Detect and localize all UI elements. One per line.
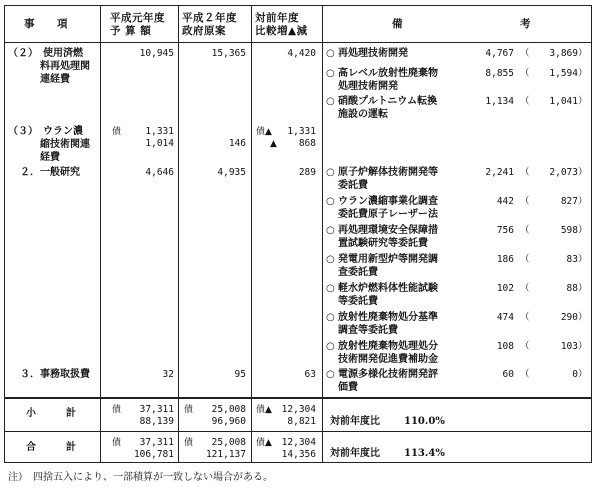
remark-item-prev: 0 bbox=[572, 369, 578, 380]
row2-h1: 10,945 bbox=[139, 48, 174, 59]
remark-item-close-paren: ） bbox=[578, 225, 588, 236]
remark-item-prev: 1,594 bbox=[549, 68, 578, 79]
remark-item-open-paren: （ bbox=[520, 254, 530, 265]
remark-item-prev: 83 bbox=[566, 254, 578, 265]
header-diff-line1: 対前年度 bbox=[255, 12, 299, 24]
remark-item-bullet: ○ bbox=[326, 254, 335, 265]
remark-item-text: 軽水炉燃料体性能試験 bbox=[338, 283, 438, 294]
remark-item-amount: 4,767 bbox=[485, 48, 514, 59]
header-diff-line2: 比較増▲減 bbox=[255, 25, 308, 37]
header-remarks-b: 考 bbox=[520, 18, 531, 30]
remark-item-close-paren: ） bbox=[578, 48, 588, 59]
remark-item-open-paren: （ bbox=[520, 68, 530, 79]
remark-item-text-2: 施設の運転 bbox=[338, 109, 388, 120]
remark-item-text-2: 査委託費 bbox=[338, 267, 378, 278]
subtotal-h2-b: 96,960 bbox=[211, 416, 246, 427]
remark-item-prev: 290 bbox=[560, 312, 578, 323]
remark-item-bullet: ○ bbox=[326, 283, 335, 294]
remark-item-close-paren: ） bbox=[578, 312, 588, 323]
remark-item-text: 発電用新型炉等開発調 bbox=[338, 254, 438, 265]
total-h1-b: 106,781 bbox=[133, 449, 174, 460]
header-remarks-a: 備 bbox=[392, 18, 403, 30]
subtotal-h1-b: 88,139 bbox=[139, 416, 174, 427]
remark-item-prev: 2,073 bbox=[549, 167, 578, 178]
remark-item-prev: 3,869 bbox=[549, 48, 578, 59]
remark-item-bullet: ○ bbox=[326, 312, 335, 323]
row3-diff-b: 868 bbox=[298, 138, 316, 149]
office-expenses-h1: 32 bbox=[162, 369, 174, 380]
remark-item-text-2: 等委託費 bbox=[338, 296, 378, 307]
remark-item-text-2: 調査等委託費 bbox=[338, 325, 398, 336]
remark-item-amount: 756 bbox=[496, 225, 514, 236]
remark-item-bullet: ○ bbox=[326, 225, 335, 236]
remark-item-open-paren: （ bbox=[520, 96, 530, 107]
remark-item-close-paren: ） bbox=[578, 167, 588, 178]
remark-item-open-paren: （ bbox=[520, 312, 530, 323]
subtotal-ratio: 110.0% bbox=[404, 416, 445, 427]
general-research-h1: 4,646 bbox=[145, 167, 174, 178]
office-expenses-label: ３．事務取扱費 bbox=[20, 369, 90, 380]
remark-item-open-paren: （ bbox=[520, 48, 530, 59]
header-fy-h2-line2: 政府原案 bbox=[182, 25, 226, 37]
footnote: 注） 四捨五入により、一部積算が一致しない場合がある。 bbox=[8, 472, 273, 483]
row3-diff-a: 1,331 bbox=[287, 126, 316, 137]
remark-item-text-2: 委託費原子レーザー法 bbox=[338, 209, 438, 220]
remark-item-text: 電源多様化技術開発評 bbox=[338, 369, 438, 380]
remark-item-bullet: ○ bbox=[326, 96, 335, 107]
header-fy-h1-line2: 予 算 額 bbox=[110, 25, 152, 37]
general-research-h2: 4,935 bbox=[217, 167, 246, 178]
row3-h2: 146 bbox=[228, 138, 246, 149]
remark-item-text: 硝酸プルトニウム転換 bbox=[338, 96, 438, 107]
remark-item-bullet: ○ bbox=[326, 68, 335, 79]
total-label: 合 計 bbox=[26, 442, 76, 453]
row3-h1-b: 1,014 bbox=[145, 138, 174, 149]
total-ratio: 113.4% bbox=[404, 448, 445, 459]
remark-item-amount: 1,134 bbox=[485, 96, 514, 107]
total-ratio-label: 対前年度比 bbox=[330, 448, 380, 459]
row2-diff: 4,420 bbox=[287, 48, 316, 59]
general-research-diff: 289 bbox=[298, 167, 316, 178]
row3-h1-a: 1,331 bbox=[145, 126, 174, 137]
total-rule bbox=[4, 431, 592, 432]
remark-item-text-2: 委託費 bbox=[338, 180, 368, 191]
subtotal-label: 小 計 bbox=[26, 408, 76, 419]
subtotal-diff-b: 8,821 bbox=[287, 416, 316, 427]
header-rule bbox=[4, 42, 592, 43]
office-expenses-h2: 95 bbox=[234, 369, 246, 380]
remark-item-text-2: 置試験研究等委託費 bbox=[338, 238, 428, 249]
remark-item-amount: 108 bbox=[496, 341, 514, 352]
column-divider bbox=[178, 5, 179, 463]
remark-item-prev: 103 bbox=[560, 341, 578, 352]
row3-diff-b-mark: ▲ bbox=[270, 139, 277, 149]
remark-item-prev: 88 bbox=[566, 283, 578, 294]
remark-item-text-2: 価費 bbox=[338, 382, 358, 393]
row3-diff-mark: 債▲ bbox=[256, 127, 272, 137]
remark-item-bullet: ○ bbox=[326, 196, 335, 207]
remark-item-open-paren: （ bbox=[520, 225, 530, 236]
total-diff-mark: 債▲ bbox=[256, 438, 272, 448]
remark-item-amount: 186 bbox=[496, 254, 514, 265]
row3-bond-mark: 債 bbox=[112, 127, 122, 137]
total-h2-a: 25,008 bbox=[211, 437, 246, 448]
remark-item-text: 放射性廃棄物処分基準 bbox=[338, 312, 438, 323]
remark-item-open-paren: （ bbox=[520, 369, 530, 380]
row2-label-line1: （２） 使用済燃 bbox=[8, 48, 83, 59]
row3-label-line3: 経費 bbox=[40, 152, 60, 163]
remark-item-prev: 598 bbox=[560, 225, 578, 236]
remark-item-close-paren: ） bbox=[578, 283, 588, 294]
subtotal-diff-a: 12,304 bbox=[281, 404, 316, 415]
remark-item-close-paren: ） bbox=[578, 96, 588, 107]
remark-item-bullet: ○ bbox=[326, 167, 335, 178]
remark-item-close-paren: ） bbox=[578, 341, 588, 352]
office-expenses-diff: 63 bbox=[304, 369, 316, 380]
remark-item-text: 高レベル放射性廃棄物 bbox=[338, 68, 438, 79]
row2-h2: 15,365 bbox=[211, 48, 246, 59]
subtotal-rule bbox=[4, 397, 592, 399]
remark-item-text: 再処理技術開発 bbox=[338, 48, 408, 59]
total-diff-b: 14,356 bbox=[281, 449, 316, 460]
subtotal-h2-a: 25,008 bbox=[211, 404, 246, 415]
subtotal-h1-a: 37,311 bbox=[139, 404, 174, 415]
row3-label-line1: （３） ウラン濃 bbox=[8, 126, 83, 137]
remark-item-amount: 2,241 bbox=[485, 167, 514, 178]
remark-item-open-paren: （ bbox=[520, 167, 530, 178]
subtotal-ratio-label: 対前年度比 bbox=[330, 416, 380, 427]
header-fy-h2-line1: 平成２年度 bbox=[182, 12, 237, 24]
header-fy-h1-line1: 平成元年度 bbox=[110, 12, 165, 24]
remark-item-bullet: ○ bbox=[326, 48, 335, 59]
remark-item-close-paren: ） bbox=[578, 68, 588, 79]
row2-label-line3: 連経費 bbox=[40, 74, 70, 85]
remark-item-prev: 1,041 bbox=[549, 96, 578, 107]
remark-item-text-2: 処理技術開発 bbox=[338, 81, 398, 92]
column-divider bbox=[322, 5, 323, 463]
remark-item-open-paren: （ bbox=[520, 283, 530, 294]
remark-item-close-paren: ） bbox=[578, 196, 588, 207]
subtotal-h2-mark: 債 bbox=[184, 405, 194, 415]
remark-item-open-paren: （ bbox=[520, 196, 530, 207]
general-research-label: ２．一般研究 bbox=[20, 167, 80, 178]
subtotal-bond-mark: 債 bbox=[112, 405, 122, 415]
remark-item-text: 放射性廃棄物処理処分 bbox=[338, 341, 438, 352]
remark-item-amount: 102 bbox=[496, 283, 514, 294]
remark-item-amount: 60 bbox=[502, 369, 514, 380]
remark-item-close-paren: ） bbox=[578, 369, 588, 380]
remark-item-open-paren: （ bbox=[520, 341, 530, 352]
remark-item-text: ウラン濃縮事業化調査 bbox=[338, 196, 438, 207]
total-bond-mark: 債 bbox=[112, 438, 122, 448]
remark-item-amount: 442 bbox=[496, 196, 514, 207]
total-h2-mark: 債 bbox=[184, 438, 194, 448]
remark-item-bullet: ○ bbox=[326, 341, 335, 352]
remark-item-text: 再処理環境安全保障措 bbox=[338, 225, 438, 236]
total-h1-a: 37,311 bbox=[139, 437, 174, 448]
column-divider bbox=[251, 5, 252, 463]
remark-item-close-paren: ） bbox=[578, 254, 588, 265]
remark-item-amount: 474 bbox=[496, 312, 514, 323]
total-diff-a: 12,304 bbox=[281, 437, 316, 448]
remark-item-text: 原子炉解体技術開発等 bbox=[338, 167, 438, 178]
subtotal-diff-mark: 債▲ bbox=[256, 405, 272, 415]
remark-item-prev: 827 bbox=[560, 196, 578, 207]
remark-item-amount: 8,855 bbox=[485, 68, 514, 79]
total-h2-b: 121,137 bbox=[205, 449, 246, 460]
header-item: 事 項 bbox=[24, 18, 68, 30]
column-divider bbox=[100, 5, 101, 463]
remark-item-text-2: 技術開発促進費補助金 bbox=[338, 354, 438, 365]
remark-item-bullet: ○ bbox=[326, 369, 335, 380]
row2-label-line2: 料再処理関 bbox=[40, 61, 90, 72]
row3-label-line2: 縮技術関連 bbox=[40, 139, 90, 150]
